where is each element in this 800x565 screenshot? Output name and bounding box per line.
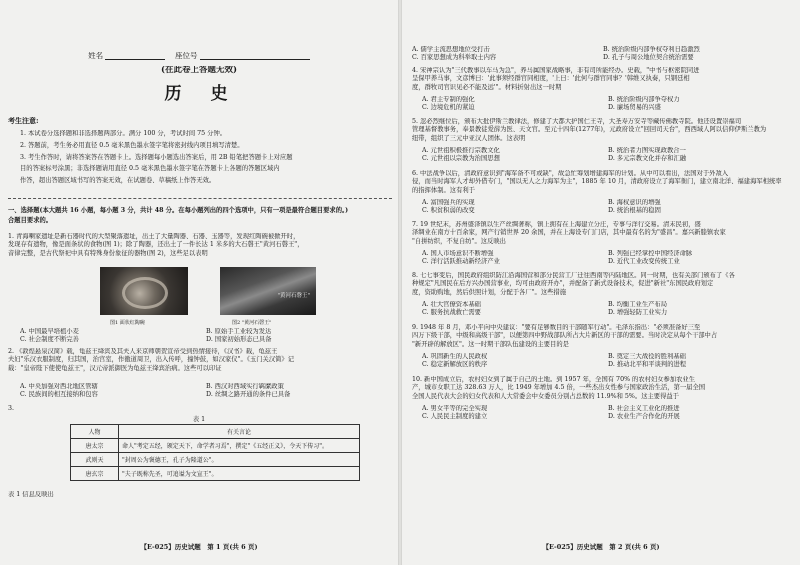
option: B. 列强已经掌控中国经济命脉 (608, 250, 693, 257)
name-blank (105, 52, 165, 60)
notes-title: 考生注意: (8, 117, 39, 125)
table-row (71, 453, 360, 467)
question-line: 2. 《敦煌悬泉汉简》载，龟兹王绛宾及其夫人来京师朝贺宣帝受到热情接待，《汉书》载，龟兹王 (8, 348, 278, 355)
question-line: 载："皇帝陛下使使龟兹王"，汉元帝派御医为龟兹王绛宾治病。这些可以印证 (8, 364, 222, 372)
question-line: 的指挥体制。这有利于 (412, 186, 475, 194)
figure-1-caption: 图1 面状红陶碗 (110, 320, 145, 326)
question-1-figures (100, 267, 340, 325)
question-2-options (20, 383, 392, 400)
subject-title: 历 史 (164, 84, 234, 104)
option: D. 多元宗教文化并存和汇融 (608, 155, 687, 163)
question-line: 发现存有遗物，像是面条状的食物(图 1)；除了陶器，还出土了一件长达 1 米多的大石磬王"黄河石磬王"， (8, 241, 304, 249)
notes-list (20, 130, 392, 189)
question-line: 8. 七七事变后，国民政府组织防江沿海国营和部分民营工厂迁往西南等内陆地区。同一时期，也有关部门颁布了《各 (412, 272, 735, 279)
question-line: 7. 19 世纪末，苏州盛泽镇以生产丝绸著称，镇上拥有在上海建立分庄，专事与洋行交易。清末民初，盛 (412, 221, 701, 228)
option: C. 百家思想成为科举取士内容 (412, 54, 497, 62)
question-line: 度，群牧司官识见必不能及远'"。材料折射出这一时期 (412, 83, 562, 91)
option: A. 中央加强对西北地区管辖 (20, 383, 98, 390)
option: B. 统治阶级内部争权夺利日趋激烈 (603, 46, 700, 53)
question-8-options (422, 301, 794, 318)
seat-label: 座位号 (175, 52, 198, 60)
question-3-options (412, 46, 794, 63)
question-line: 泽绸业在南方十百余家，网产行销世界 20 余国，并在上海设专门门店，其中最有名的为"盛昌"。嘉兴新塍镇农家 (412, 229, 726, 237)
table-row (71, 467, 360, 481)
page-footer: 【E-025】历史试题 第 2 页(共 6 页) (542, 543, 660, 551)
table-header: 人物 (71, 425, 119, 439)
question-10-options (422, 405, 794, 422)
exam-page-2 (402, 0, 800, 565)
question-8 (412, 272, 794, 297)
question-line: 5. 忽必烈继位后，颁布大批伊斯兰教律法，修建了大都大护国仁王寺，大圣寿万安寺等藏传佛教寺院。他还设置崇福司 (412, 118, 742, 125)
question-line: 10. 新中国成立后，农村妇女到了属于自己的土地。到 1957 年，全国有 70% 的农村妇女参加农业生 (412, 376, 696, 383)
question-line: 夫妇"乐汉衣服制度，归其国，治宫室，作徼道周卫，出入传呼，撞钟鼓，如汉家仪"。《玉门关汉简》记 (8, 356, 295, 364)
section-title-line: 一、选择题(本大题共 16 小题，每小题 3 分，共计 48 分。在每小题列出的四个选项中，只有一项是最符合题目要求的。) (8, 207, 349, 214)
note-item: 目的答案标号涂黑；非选择题请用直径 0.5 毫米黑色墨水签字笔在答题卡上各题的答题区域内 (20, 165, 280, 173)
option: B. 奠定三大战役的胜利基础 (608, 353, 686, 360)
stone-chime-label: "黄河石磬王" (277, 293, 310, 299)
table-header: 有关言论 (119, 425, 360, 439)
question-9 (412, 324, 794, 349)
question-line: 产，城市女职工达 328.63 万人，比 1949 年增加 4.5 倍，一些杰出女性参与国家政治生活，第一届全国 (412, 384, 706, 392)
question-1 (8, 233, 392, 258)
question-line: 侵，而当时海军人才却外借专门，"国以无人之力海军为主"，1885 年 10 月，清政府设立了海军衙门，建立南北洋、福建海军相统率 (412, 178, 782, 186)
name-label: 姓名 (88, 52, 104, 60)
option: B. 西汉对西域实行羁縻政策 (206, 383, 284, 390)
question-7-options (422, 250, 794, 267)
option: A. 国人市场意识不断增强 (422, 250, 494, 257)
question-line: 4. 宋神宗认为"三代教事以车马为急"，养马属国家战略事，非有司所能经办。史载，"中书与枢密院同进 (412, 67, 700, 74)
question-line: 管理基督教事务，奉景教徒爱薛为医、天文官。至元十四年(1277年)，元政府设立"回回司天台"，西西域人阿以信仰伊斯兰教为 (412, 126, 767, 134)
question-4 (412, 67, 794, 92)
option: A. 巩固新生的人民政权 (422, 353, 488, 360)
section-title (8, 206, 392, 225)
option: D. 国家初始形态已具备 (206, 336, 272, 344)
question-line: 呈保甲养马事，文彦博曰：'此事须经群官同相度，'上曰：'此何与群官同事？'韩维又执奏，只钢廷相 (412, 75, 690, 83)
option: D. 农业生产合作化的开展 (608, 413, 680, 421)
question-3-tail: 表 1 信息反映出 (8, 491, 54, 498)
table-header-row (71, 425, 360, 439)
no-answer-note: (在此卷上答题无效) (160, 66, 238, 75)
option: D. 丝绸之路开通的条件已具备 (206, 391, 291, 399)
question-line: 音律完整，是古代祭祀中具有特殊身份象征的器物(图 2)，这些足以表明 (8, 249, 208, 257)
question-line: 四万下级干部，中级和高级干部"，以便第四中野战部队所占大片新区的干部的需要。当时决定从每个干部中占 (412, 332, 718, 340)
stone-chime-photo (220, 267, 316, 315)
option: D. 廉场贸易的兴盛 (608, 104, 661, 112)
table-cell: "夫子既称先圣，可追谥为文宣王"。 (119, 467, 360, 481)
option: C. 积贫积弱的改变 (422, 207, 475, 215)
option: A. 中国最早培植小麦 (20, 328, 79, 335)
option: A. 君主专制的强化 (422, 96, 475, 103)
option: A. 男女平等的完全实现 (422, 405, 488, 412)
option: D. 近代工业改变传统工业 (608, 258, 680, 266)
option: B. 统治者力图实现政教合一 (608, 147, 686, 154)
option: D. 孔子与周公地位契合统治需要 (603, 54, 694, 62)
question-2 (8, 348, 392, 373)
question-line: 全国人民代表大会的妇女代表和人大常委会中女委员分别占总数的 11.9%和 5%。这主要得益于 (412, 392, 679, 400)
question-line: 度，资助购地，然后供照计划，分配于各厂"。这些措施 (412, 288, 567, 296)
question-10 (412, 376, 794, 401)
option: C. 人民民主制度的建立 (422, 413, 488, 421)
question-5-options (422, 147, 794, 164)
question-1-options (20, 328, 392, 345)
question-line: 1. 青海喇家遗址是新石器时代的大型聚落遗址，出土了大量陶器、石器、玉器等，发现红陶碗被掀开时， (8, 233, 300, 240)
question-line: 纽带，组织了三元中亚汉人团体。这表明 (412, 134, 526, 142)
question-6-options (422, 199, 794, 216)
quotes-table (70, 424, 360, 481)
option: C. 社会制度不断完善 (20, 336, 79, 344)
page-footer: 【E-025】历史试题 第 1 页(共 6 页) (140, 543, 258, 551)
option: D. 增强轻防工业实力 (608, 309, 668, 317)
option: A. 壮大官僚资本基础 (422, 301, 481, 308)
exam-page-1 (0, 0, 398, 565)
option: B. 统治阶级内部争夺权力 (608, 96, 680, 103)
table-cell: "封周公为褒德王，孔子为隆道公"。 (119, 453, 360, 467)
table-cell: 唐太宗 (71, 439, 119, 453)
question-9-options (422, 353, 794, 370)
option: A. 儒学主流思想地位受打击 (412, 46, 490, 53)
option: A. 富国强兵的实现 (422, 199, 475, 206)
note-item: 3. 考生作答时，请将答案答在答题卡上。选择题每小题选出答案后，用 2B 铅笔把答题卡上对应题 (20, 153, 293, 161)
red-pottery-bowl-photo (100, 267, 188, 315)
option: B. 社会主义工业化的推进 (608, 405, 680, 412)
option: C. 稳定新解放区的秩序 (422, 361, 488, 369)
option: B. 海权意识的增强 (608, 199, 661, 206)
note-item: 2. 答题前，考生务必用直径 0.5 毫米黑色墨水签字笔将密封线内项目填写清楚。 (20, 141, 244, 149)
option: C. 边境危机的紧迫 (422, 104, 475, 112)
question-7 (412, 221, 794, 246)
table-caption: 表 1 (192, 416, 206, 423)
option: C. 民族间的相互接纳和包容 (20, 391, 98, 399)
option: C. 元世祖以宗教为治国思想 (422, 155, 500, 163)
section-title-line: 合题目要求的。 (8, 216, 53, 224)
table-row (71, 439, 360, 453)
note-item: 1. 本试卷分选择题和非选择题两部分。满分 100 分，考试时间 75 分钟。 (20, 130, 227, 137)
question-3-intro: 3. (8, 405, 15, 412)
option: C. 洋行活跃推动新经济产业 (422, 258, 500, 266)
figure-2-caption: 图2 "黄河石磬王" (232, 320, 272, 326)
option: B. 原始手工业较为发达 (206, 328, 272, 335)
option: A. 元世祖积极推行宗教文化 (422, 147, 500, 154)
option: B. 均衡工业生产布局 (608, 301, 668, 308)
table-cell: 武则天 (71, 453, 119, 467)
option: D. 推动北平和平谈判的进程 (608, 361, 687, 369)
question-line: 9. 1948 年 8 月，邓小平向中央建议："要有足够数目的干部随军行动"。毛泽东指出："必须准备好三至 (412, 324, 701, 331)
option: D. 统治根基的稳固 (608, 207, 661, 215)
question-6 (412, 170, 794, 195)
divider (8, 198, 392, 199)
table-cell: 唐玄宗 (71, 467, 119, 481)
question-line: "自拼纺织，不复自纺"。这反映出 (412, 237, 506, 245)
option: C. 服务抗战救亡需要 (422, 309, 481, 317)
seat-blank (200, 52, 310, 60)
note-item: 作答，超出答题区域书写的答案无效，在试题卷、草稿纸上作答无效。 (20, 177, 216, 185)
question-line: 种规定"凡国民在后方兴办国营事业，均可由政府开办"，并配备了新式设备技术，促进"新社"东国民政府划定 (412, 280, 714, 288)
question-line: 6. 中法战争以后，清政府意识到"海军备不可或缺"，故急忙筹划增建海军的计划。从中可以看出，法国对于外敌入 (412, 170, 729, 177)
question-line: "新开辟的解放区"。这一时期干部队伍建设的主要目的是 (412, 340, 569, 348)
student-info-fields (0, 52, 398, 60)
table-cell: 命人"考定五经，颁定天下，命学者习焉"，撰定"《五经正义》，令天下传习"。 (119, 439, 360, 453)
question-5 (412, 118, 794, 143)
question-4-options (422, 96, 794, 113)
